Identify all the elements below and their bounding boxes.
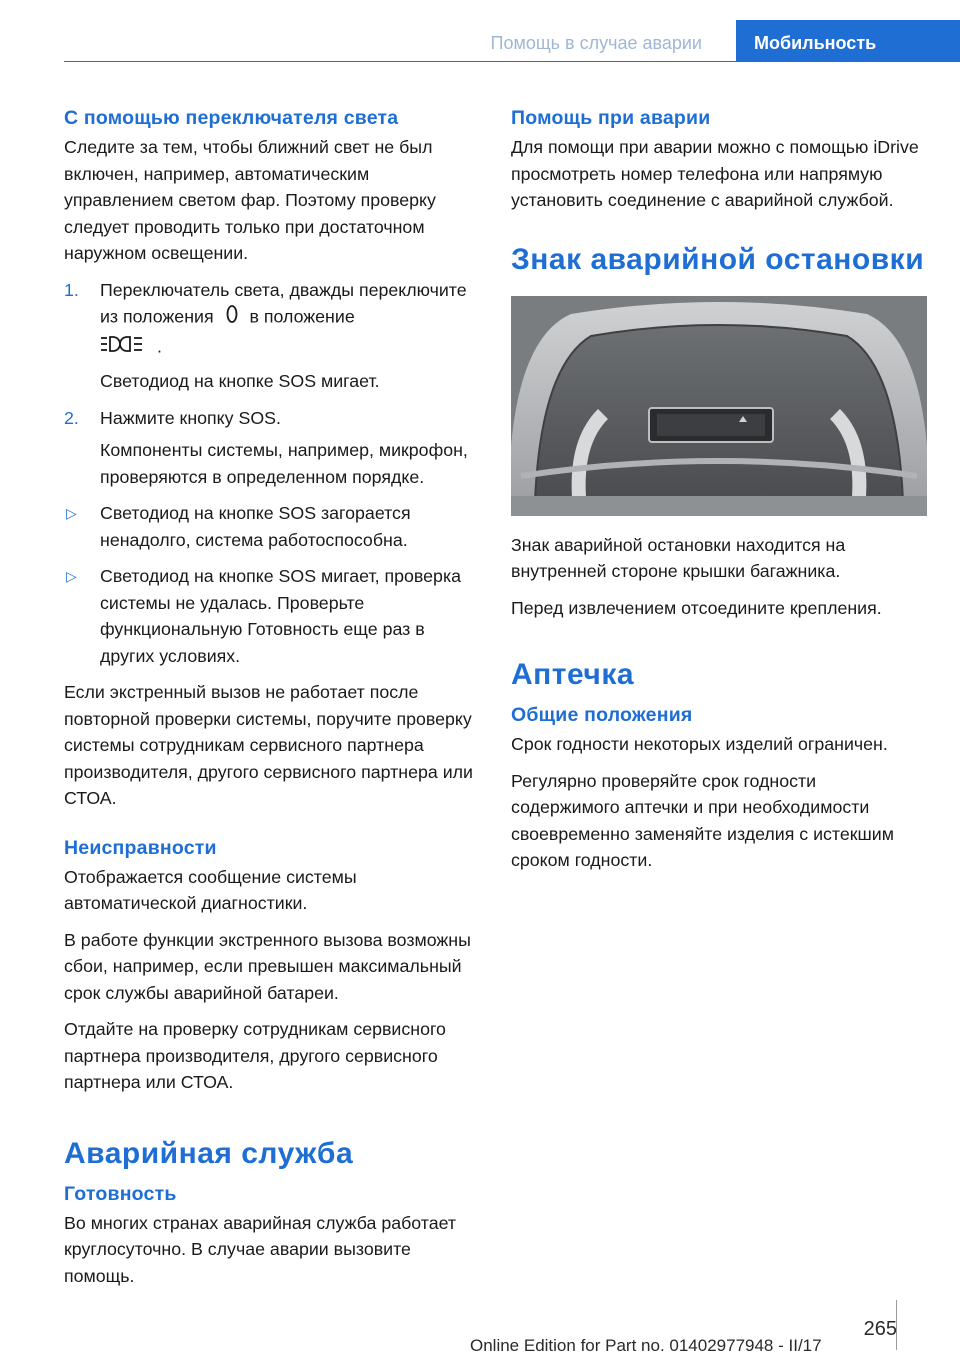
- triangle-right-icon: ▷: [66, 568, 77, 584]
- step-2: [64, 405, 482, 432]
- heading-general: Общие положения: [511, 704, 693, 726]
- paragraph-fault-2: В работе функции экстренного вызова возможны сбои, например, если превышен максимальный срок службы аварийной батареи.: [64, 929, 471, 1003]
- heading-faults: Неисправности: [64, 836, 217, 859]
- edition-note: Online Edition for Part no. 01402977948 - II/17: [470, 1336, 822, 1355]
- paragraph-accident-help: Для помощи при аварии можно с помощью iDrive просмотреть номер телефона или напрямую установить соединение с аварийной службой.: [511, 137, 919, 210]
- heading-emergency-service: Аварийная служба: [64, 1136, 354, 1170]
- paragraph-fault-1: Отображается сообщение системы автоматической диагностики.: [64, 866, 357, 913]
- paragraph-triangle-location: Знак аварийной остановки находится на внутренней стороне крышки багажника.: [511, 534, 846, 581]
- triangle-right-icon: ▷: [66, 505, 77, 521]
- heading-light-switch: С помощью переключателя света: [64, 107, 399, 129]
- paragraph-general-1: Срок годности некоторых изделий ограничен.: [511, 734, 888, 754]
- paragraph-if-fails: Если экстренный вызов не работает после повторной проверки системы, поручите проверку системы сотрудникам сервисного партнера производителя, другого сервисного партнера или СТОА.: [64, 682, 473, 808]
- page-number: 265: [863, 1318, 897, 1340]
- light-switch-zero-icon: [225, 303, 239, 333]
- step-2-result: Компоненты системы, например, микрофон, проверяются в определенном порядке.: [100, 440, 468, 487]
- right-column: [511, 98, 929, 884]
- low-beam-parking-icon: [100, 333, 146, 363]
- step-1: [64, 277, 482, 363]
- heading-readiness: Готовность: [64, 1182, 177, 1205]
- heading-first-aid-kit: Аптечка: [511, 658, 635, 691]
- bullet-2-text: Светодиод на кнопке SOS мигает, проверка системы не удалась. Проверьте функциональную Готовность еще раз в других условиях.: [100, 566, 461, 666]
- step-1-text-b: в положение: [249, 306, 355, 327]
- step-1-text-c: .: [156, 335, 162, 356]
- step-1-text-a: Переключатель света, дважды переключите из положения: [100, 279, 467, 327]
- paragraph-triangle-remove: Перед извлечением отсоедините крепления.: [511, 597, 882, 618]
- bullet-item: [64, 500, 482, 553]
- trunk-lid-photo: [511, 296, 927, 516]
- left-column: [64, 98, 482, 1299]
- paragraph-fault-3: Отдайте на проверку сотрудникам сервисного партнера производителя, другого сервисного партнера или СТОА.: [64, 1019, 446, 1092]
- paragraph-readiness: Во многих странах аварийная служба работает круглосуточно. В случае аварии вызовите помощь.: [64, 1212, 457, 1286]
- bullet-1-text: Светодиод на кнопке SOS загорается ненадолго, система работоспособна.: [100, 503, 411, 550]
- header-rule: [64, 61, 736, 62]
- paragraph-light-switch: Следите за тем, чтобы ближний свет не был включен, например, автоматическим управлением светом фар. Поэтому проверку следует проводить только при достаточном наружном освещении.: [64, 137, 436, 263]
- heading-warning-triangle: Знак аварийной остановки: [511, 242, 925, 276]
- heading-accident-help: Помощь при аварии: [511, 107, 711, 129]
- paragraph-general-2: Регулярно проверяйте срок годности содержимого аптечки и при необходимости своевременно заменяйте изделия с истекшим сроком годности.: [511, 770, 894, 870]
- step-2-number: 2.: [64, 407, 79, 428]
- step-2-text: Нажмите кнопку SOS.: [100, 407, 281, 428]
- bullet-item: [64, 563, 482, 669]
- step-1-number: 1.: [64, 279, 79, 300]
- page-header: [0, 20, 960, 62]
- step-1-result: Светодиод на кнопке SOS мигает.: [100, 371, 380, 391]
- header-chapter-tab: Мобильность: [736, 20, 960, 62]
- header-section-title: Помощь в случае аварии: [490, 33, 702, 53]
